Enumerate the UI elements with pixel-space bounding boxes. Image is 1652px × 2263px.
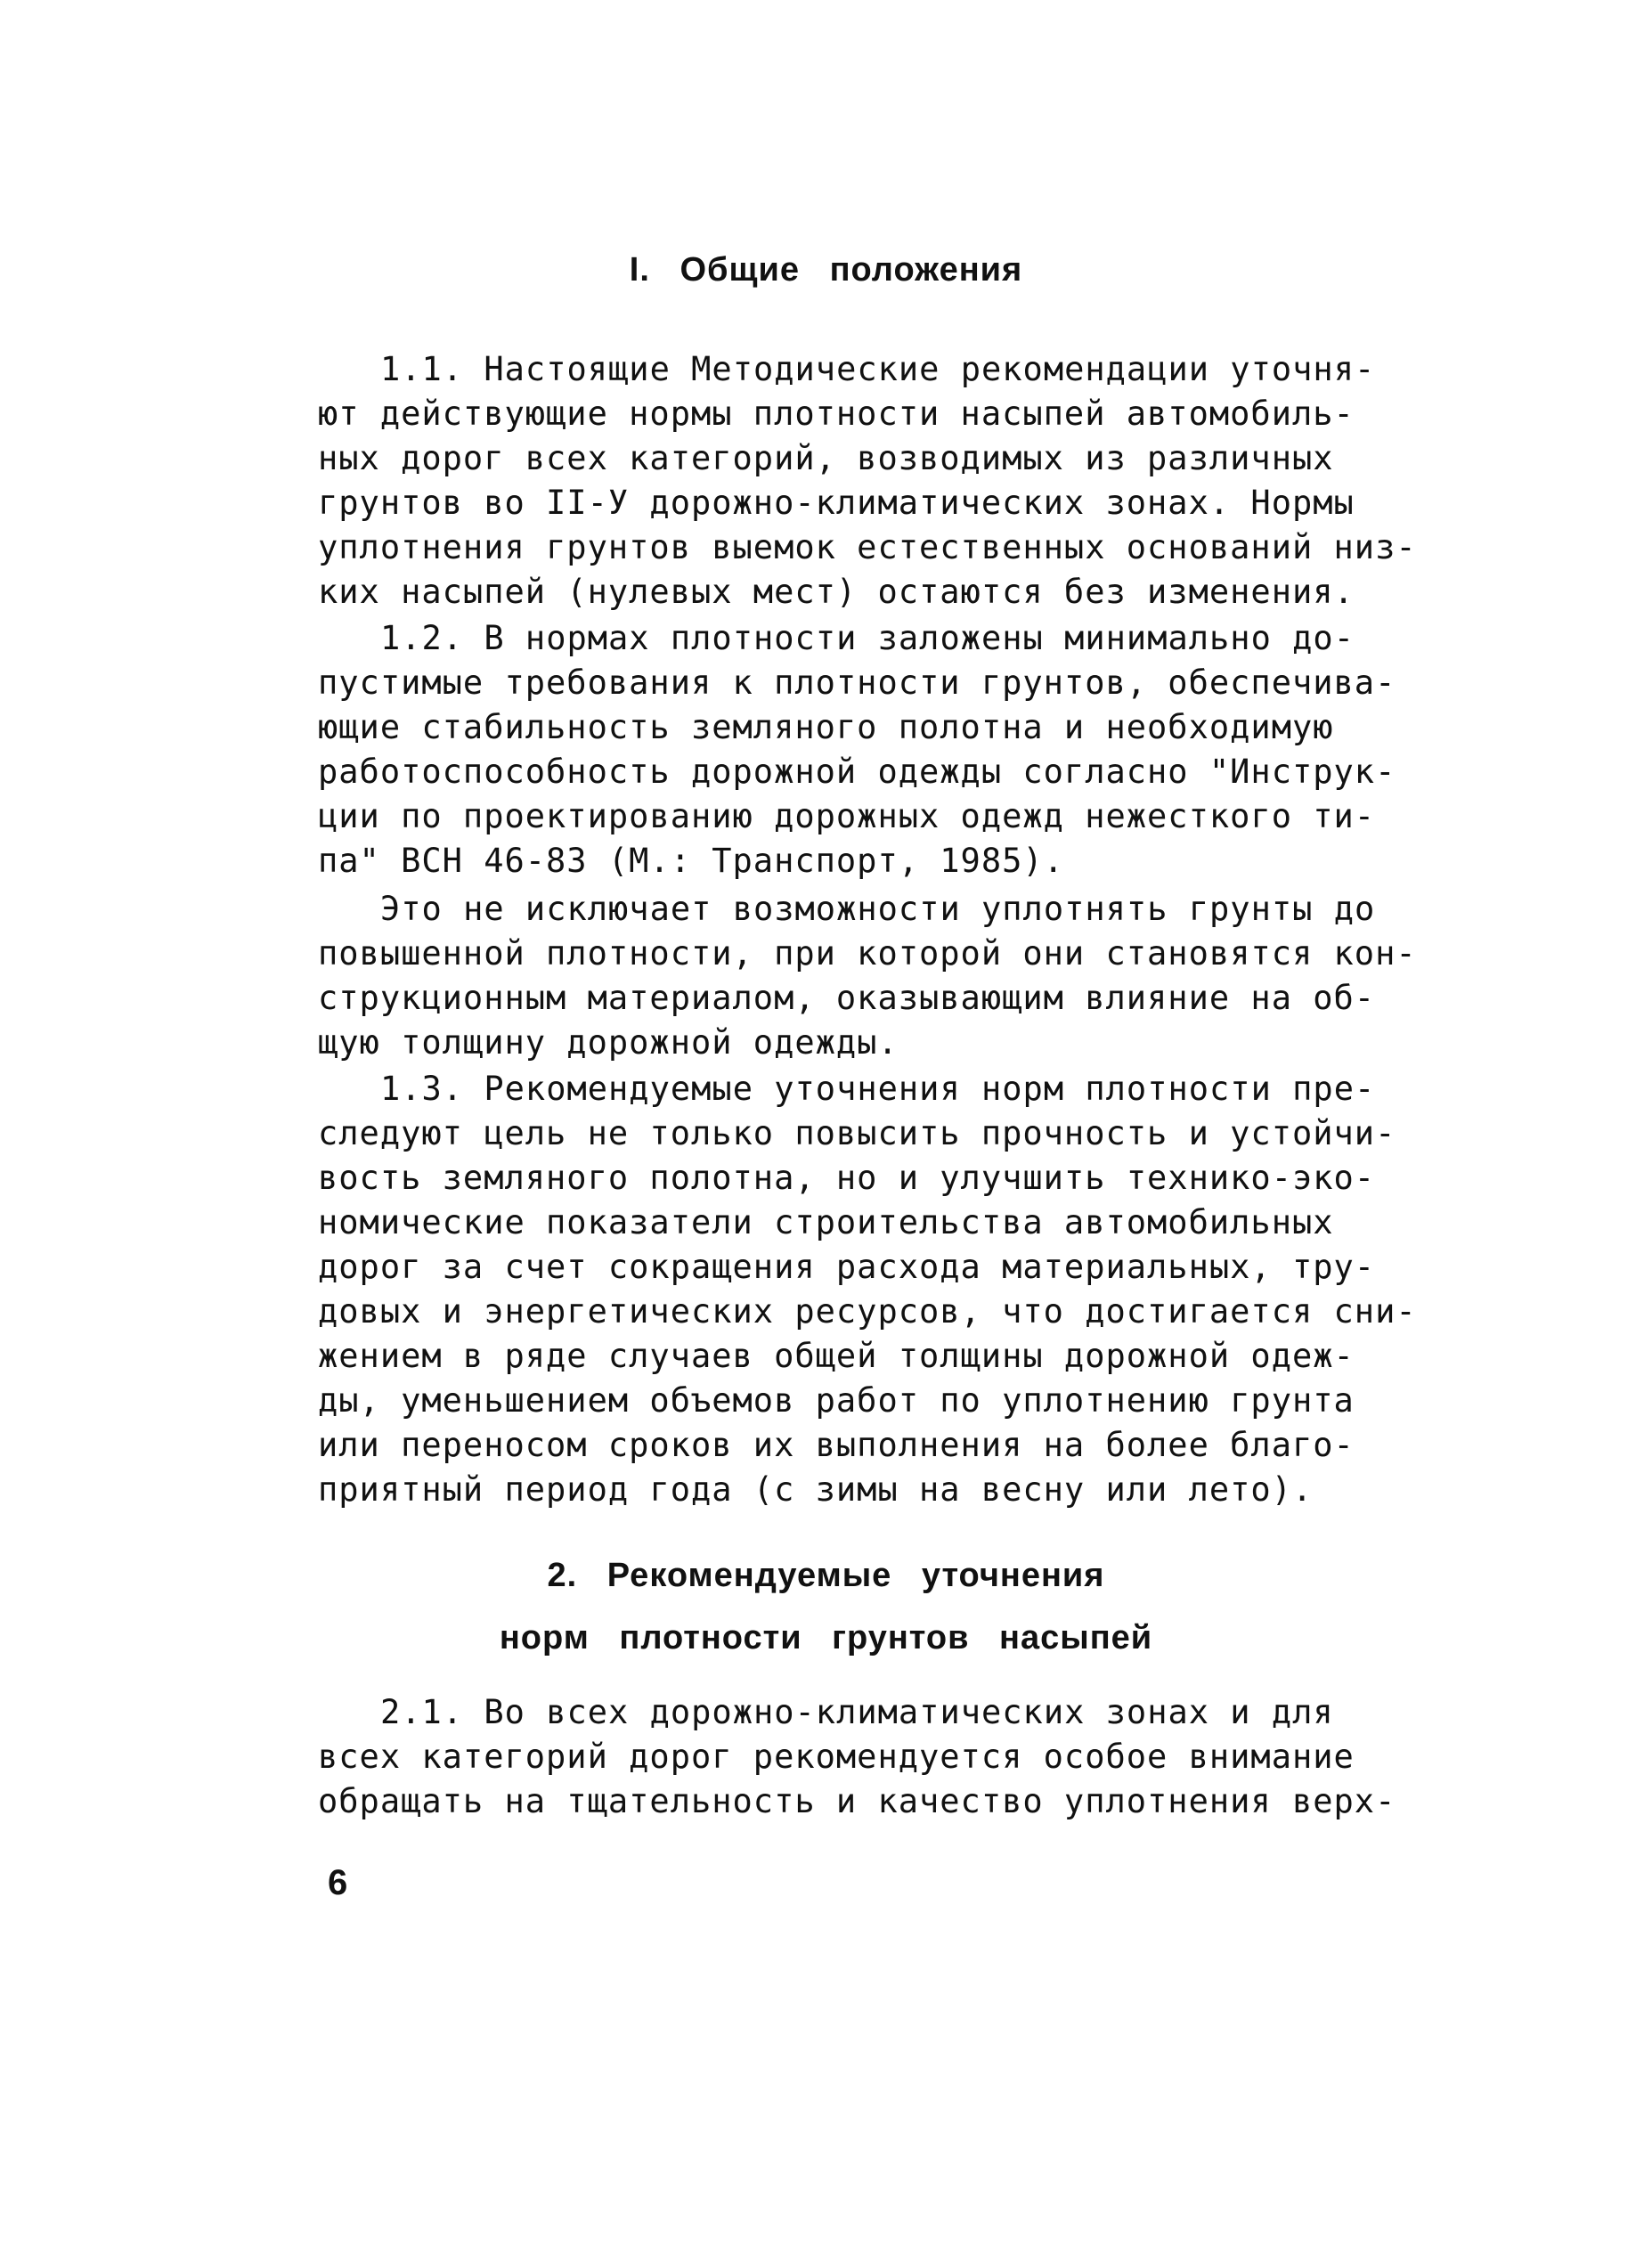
- page-number: 6: [328, 1863, 348, 1902]
- text-line: повышенной плотности, при которой они становятся кон-: [318, 934, 1417, 973]
- text-line: ют действующие нормы плотности насыпей автомобиль-: [318, 395, 1355, 433]
- text-line: па" ВСН 46-83 (М.: Транспорт, 1985).: [318, 842, 1064, 880]
- text-line: ных дорог всех категорий, возводимых из различных: [318, 439, 1334, 477]
- text-line: следуют цель не только повысить прочность и устойчи-: [318, 1114, 1396, 1152]
- text-line: вость земляного полотна, но и улучшить технико-эко-: [318, 1159, 1376, 1197]
- text-line: ких насыпей (нулевых мест) остаются без изменения.: [318, 573, 1355, 611]
- text-line: пустимые требования к плотности грунтов, обеспечива-: [318, 663, 1396, 702]
- section-1-title: I. Общие положения: [629, 251, 1023, 289]
- text-line: 1.3. Рекомендуемые уточнения норм плотности пре-: [380, 1070, 1376, 1108]
- text-line: приятный период года (с зимы на весну или лето).: [318, 1470, 1314, 1509]
- text-line: ды, уменьшением объемов работ по уплотнению грунта: [318, 1381, 1355, 1420]
- paragraph-2-1: [318, 1690, 1476, 1824]
- text-line: работоспособность дорожной одежды согласно "Инструк-: [318, 753, 1396, 791]
- paragraph-1-2-continuation: [318, 887, 1476, 1065]
- text-line: 1.1. Настоящие Методические рекомендации уточня-: [380, 350, 1376, 388]
- text-line: щую толщину дорожной одежды.: [318, 1023, 899, 1062]
- text-line: довых и энергетических ресурсов, что достигается сни-: [318, 1292, 1417, 1331]
- text-line: дорог за счет сокращения расхода материальных, тру-: [318, 1248, 1376, 1286]
- text-line: 2.1. Во всех дорожно-климатических зонах и для: [380, 1693, 1334, 1731]
- paragraph-1-3: [318, 1067, 1476, 1512]
- paragraph-1-1: [318, 347, 1476, 615]
- text-line: уплотнения грунтов выемок естественных оснований низ-: [318, 528, 1417, 566]
- text-line: ющие стабильность земляного полотна и необходимую: [318, 708, 1334, 746]
- text-line: жением в ряде случаев общей толщины дорожной одеж-: [318, 1337, 1355, 1375]
- paragraph-1-2: [318, 616, 1476, 883]
- text-line: Это не исключает возможности уплотнять грунты до: [380, 890, 1376, 928]
- text-line: грунтов во II-У дорожно-климатических зонах. Нормы: [318, 484, 1355, 522]
- text-line: струкционным материалом, оказывающим влияние на об-: [318, 979, 1376, 1017]
- section-2-title: 2. Рекомендуемые уточнения: [547, 1557, 1105, 1594]
- text-line: 1.2. В нормах плотности заложены минимально до-: [380, 619, 1355, 657]
- text-line: или переносом сроков их выполнения на более благо-: [318, 1426, 1355, 1464]
- text-line: номические показатели строительства автомобильных: [318, 1203, 1334, 1241]
- text-line: обращать на тщательность и качество уплотнения верх-: [318, 1782, 1396, 1820]
- text-line: ции по проектированию дорожных одежд нежесткого ти-: [318, 797, 1376, 835]
- section-2-title-line-2: норм плотности грунтов насыпей: [499, 1619, 1153, 1657]
- text-line: всех категорий дорог рекомендуется особое внимание: [318, 1738, 1355, 1776]
